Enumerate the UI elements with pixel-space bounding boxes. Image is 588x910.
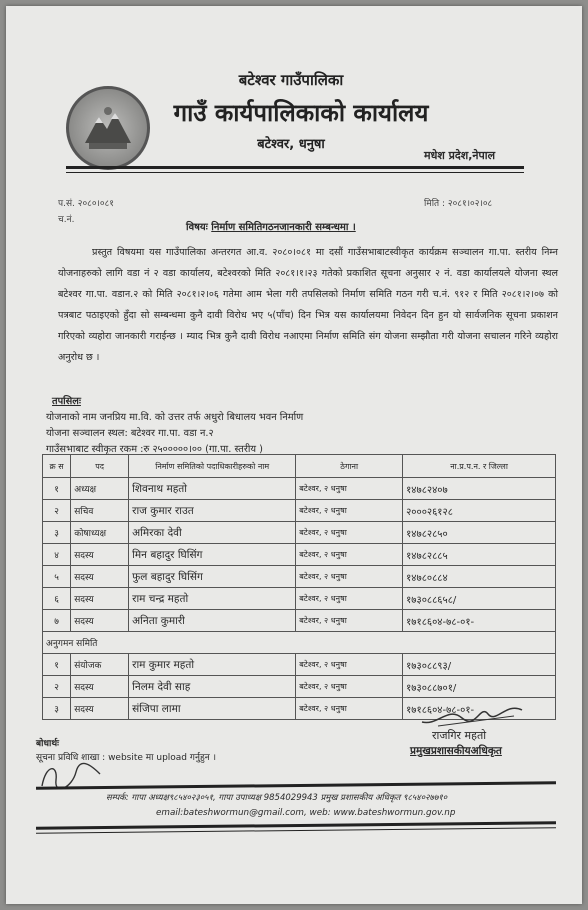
table-cell: १४७८२४०७ (403, 478, 556, 500)
table-cell: बटेश्वर, २ धनुषा (296, 698, 403, 720)
table-cell: ३ (43, 698, 71, 720)
table-cell: बटेश्वर, २ धनुषा (296, 544, 403, 566)
table-cell: १७१८६०४-७८-०१- (403, 698, 556, 720)
table-row (43, 478, 556, 500)
nepal-emblem-logo (66, 86, 150, 170)
table-cell: संजिपा लामा (129, 698, 296, 720)
table-row (43, 522, 556, 544)
table-cell: सदस्य (71, 566, 129, 588)
table-cell: १४७८२८८५ (403, 544, 556, 566)
table-cell: १४७८०८८४ (403, 566, 556, 588)
officer-signature (418, 696, 528, 730)
table-cell: बटेश्वर, २ धनुषा (296, 500, 403, 522)
table-cell: अध्यक्ष (71, 478, 129, 500)
table-cell: राम कुमार महतो (129, 654, 296, 676)
table-cell: १७३०८८६५८/ (403, 588, 556, 610)
province: मधेश प्रदेश,नेपाल (424, 149, 496, 162)
project-name: योजनाको नाम जनप्रिय मा.वि. को उत्तर तर्फ अधुरो बिधालय भवन निर्माण (46, 412, 304, 423)
cc-label: बोधार्थः (36, 739, 59, 749)
letter-page (6, 6, 582, 904)
office-location: बटेश्वर, धनुषा (257, 137, 325, 152)
table-cell: २ (43, 500, 71, 522)
table-cell: शिवनाथ महतो (129, 478, 296, 500)
col-sn: क्र स (43, 455, 71, 478)
table-row (43, 588, 556, 610)
table-cell: १४७८२८५० (403, 522, 556, 544)
letter-date: मिति : २०८१।०२।०८ (424, 199, 493, 209)
table-cell: ६ (43, 588, 71, 610)
table-row (43, 566, 556, 588)
table-cell: सदस्य (71, 588, 129, 610)
table-cell: सदस्य (71, 610, 129, 632)
approved-budget: गाउँसभाबाट स्वीकृत रकम :रु २५०००००।०० (गा.पा. स्तरीय ) (46, 444, 264, 455)
tapsil-label: तपसिलः (52, 396, 81, 407)
table-cell: सचिव (71, 500, 129, 522)
table-cell: ७ (43, 610, 71, 632)
table-cell: कोषाध्यक्ष (71, 522, 129, 544)
table-row (43, 654, 556, 676)
table-row (43, 676, 556, 698)
table-cell: फुल बहादुर घिसिंग (129, 566, 296, 588)
table-cell: ५ (43, 566, 71, 588)
monitoring-committee-heading (43, 632, 556, 654)
subject-line (186, 219, 356, 233)
dispatch-number: च.नं. (58, 215, 75, 225)
table-cell: सदस्य (71, 698, 129, 720)
footer-contact: सम्पर्क: गापा अध्यक्ष९८५४०२३०५१, गापा उपाध्यक्ष 9854029943 प्रमुख प्रशासकीय अधिकृत ९८५४०२७७१० (106, 793, 448, 803)
table-cell: ४ (43, 544, 71, 566)
table-row (43, 500, 556, 522)
table-cell: १ (43, 654, 71, 676)
header-rule-thin (66, 172, 524, 173)
table-cell: बटेश्वर, २ धनुषा (296, 610, 403, 632)
office-name: गाउँ कार्यपालिकाको कार्यालय (173, 99, 429, 127)
table-row (43, 544, 556, 566)
table-cell: अमिरका देवी (129, 522, 296, 544)
table-cell: बटेश्वर, २ धनुषा (296, 654, 403, 676)
col-citizenship: ना.प्र.प.न. र जिल्ला (403, 455, 556, 478)
table-cell: निलम देवी साह (129, 676, 296, 698)
table-cell: बटेश्वर, २ धनुषा (296, 566, 403, 588)
footer-email-web: email:bateshwormun@gmail.com, web: www.bateshwormun.gov.np (156, 808, 456, 818)
table-cell: सदस्य (71, 544, 129, 566)
signatory-post: प्रमुखप्रशासकीयअधिकृत (410, 745, 502, 757)
body-paragraph: प्रस्तुत विषयमा यस गाउँपालिका अन्तरगत आ.व. २०८०।०८१ मा दसौं गाउँसभाबाटस्वीकृत कार्यक्रम सञ्चालन गा.पा. स्तरीय निम्न योजनाहरुको लागि वडा नं २ वडा कार्यालय, बटेश्वरको मिति २०८१।१।२३ गतेको प्रकाशित सूचना अनुसार २ नं. वडा कार्यालयले योजना स्थल बटेश्वर गा.पा. वडान.२ को मिति २०८१।२।०६ गतेमा आम भेला गरी तपसिलको निर्माण समिति गठन गरी च.नं. ९१२ र मिति २०८१।२।०७ को पत्रबाट पठाइएको हुँदा सो सम्बन्धमा कुनै दावी विरोध भए ५(पाँच) दिन भित्र यस कार्यालयमा निवेदन दिन हुन यो सार्वजनिक सूचना प्रकाशन गरिएको व्यहोरा जानकारी गराईन्छ । म्याद भित्र कुनै दावी विरोध नआएमा निर्माण समिति संग योजना सम्झौता गरी योजना सचालन गरिने व्यहोरा अनुरोध छ । (58, 247, 558, 363)
ref-number: प.सं. २०८०।०८१ (58, 199, 114, 209)
table-cell: बटेश्वर, २ धनुषा (296, 676, 403, 698)
table-cell: बटेश्वर, २ धनुषा (296, 522, 403, 544)
subject-text: निर्माण समितिगठनजानकारी सम्बन्धमा । (211, 222, 356, 233)
table-cell: २ (43, 676, 71, 698)
table-header-row (43, 455, 556, 478)
footer-rule-top (36, 781, 556, 789)
table-cell: बटेश्वर, २ धनुषा (296, 478, 403, 500)
table-cell: १७१८६०४-७८-०१- (403, 610, 556, 632)
table-cell: ३ (43, 522, 71, 544)
table-cell: अनिता कुमारी (129, 610, 296, 632)
table-cell: राम चन्द्र महतो (129, 588, 296, 610)
table-cell: संयोजक (71, 654, 129, 676)
col-name: निर्माण समितिको पदाधिकारीहरुको नाम (129, 455, 296, 478)
table-cell: २०००२६१२८ (403, 500, 556, 522)
col-address: ठेगाना (296, 455, 403, 478)
table-cell: अनुगमन समिति (43, 632, 556, 654)
project-site: योजना सञ्चालन स्थल: बटेश्वर गा.पा. वडा न.२ (46, 428, 214, 439)
table-cell: मिन बहादुर घिसिंग (129, 544, 296, 566)
subject-prefix: विषयः (186, 222, 208, 233)
municipality-name: बटेश्वर गाउँपालिका (238, 71, 344, 89)
cc-text: सूचना प्रविधि शाखा : website मा upload गर्नुहुन । (36, 753, 216, 763)
table-cell: १७३०८८७०१/ (403, 676, 556, 698)
table-cell: बटेश्वर, २ धनुषा (296, 588, 403, 610)
table-cell: सदस्य (71, 676, 129, 698)
table-row (43, 610, 556, 632)
table-cell: १ (43, 478, 71, 500)
col-post: पद (71, 455, 129, 478)
signatory-name: राजगिर महतो (432, 729, 487, 742)
header-rule (66, 166, 524, 169)
table-cell: राज कुमार राउत (129, 500, 296, 522)
table-cell: १७३०८८९३/ (403, 654, 556, 676)
committee-table (42, 454, 556, 720)
